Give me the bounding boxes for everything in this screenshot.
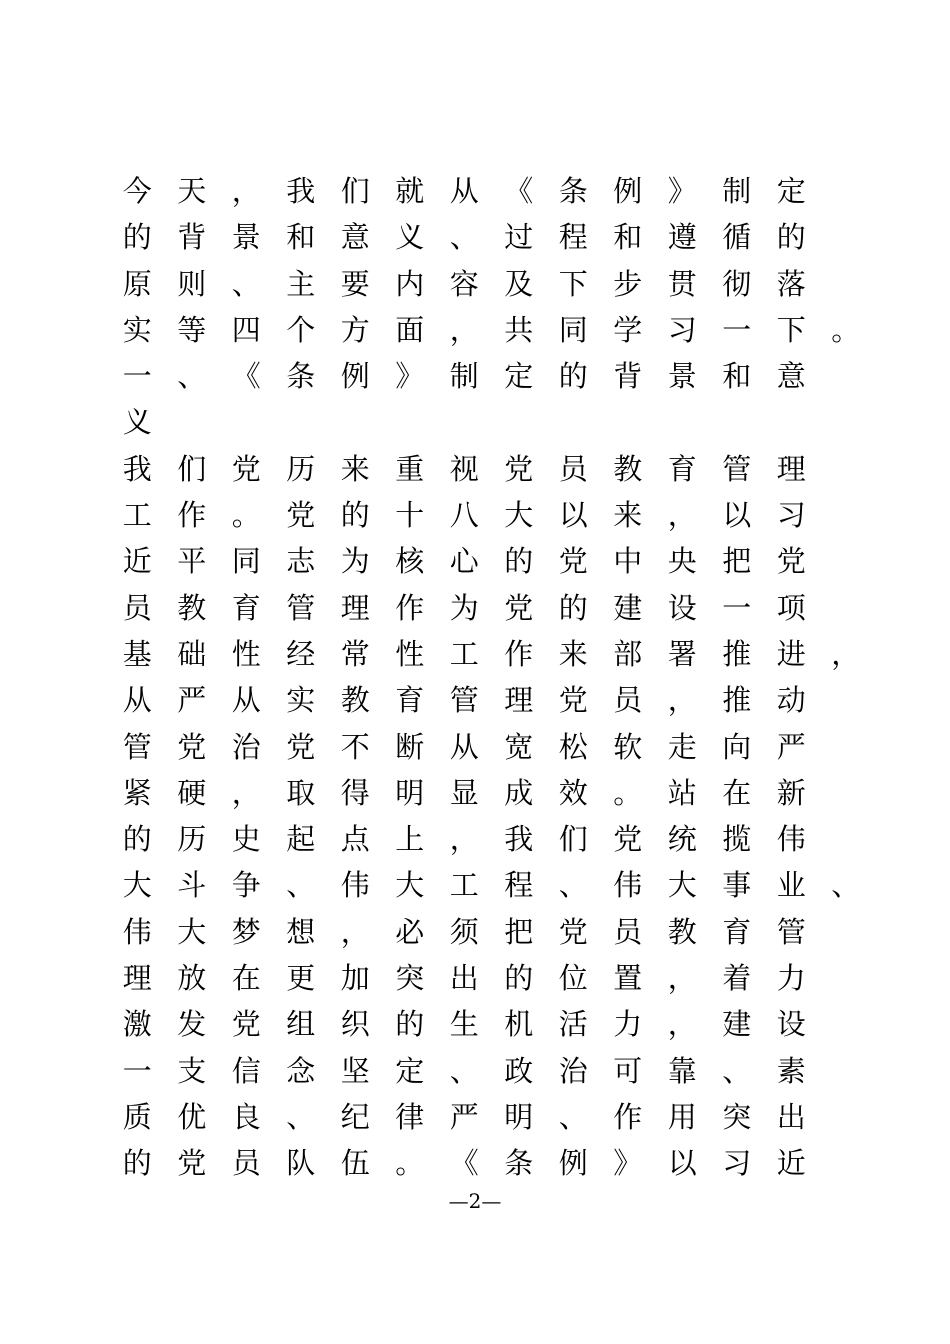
text-line: 的 党 员 队 伍 。 《 条 例 》 以 习 近 [122, 1146, 806, 1181]
text-line: 从 严 从 实 教 育 管 理 党 员 ， 推 动 [122, 683, 806, 718]
text-line: 原 则 、 主 要 内 容 及 下 步 贯 彻 落 [122, 266, 806, 301]
text-line: 一 、 《 条 例 》 制 定 的 背 景 和 意 [122, 359, 806, 394]
text-line: 今 天 ， 我 们 就 从 《 条 例 》 制 定 [122, 174, 806, 208]
text-line: 工 作 。 党 的 十 八 大 以 来 ， 以 习 [122, 498, 806, 533]
text-line: 我 们 党 历 来 重 视 党 员 教 育 管 理 [122, 451, 806, 486]
body-text [110, 168, 870, 1187]
text-line: 一 支 信 念 坚 定 、 政 治 可 靠 、 素 [122, 1053, 806, 1088]
text-line: 基 础 性 经 常 性 工 作 来 部 署 推 进 ， [122, 636, 861, 671]
text-line: 管 党 治 党 不 断 从 宽 松 软 走 向 严 [122, 729, 806, 764]
text-line: 近 平 同 志 为 核 心 的 党 中 央 把 党 [122, 544, 806, 579]
text-line: 紧 硬 ， 取 得 明 显 成 效 。 站 在 新 [122, 775, 806, 810]
text-line: 实 等 四 个 方 面 ， 共 同 学 习 一 下 。 [122, 312, 861, 347]
text-line: 伟 大 梦 想 ， 必 须 把 党 员 教 育 管 [122, 914, 806, 949]
text-line: 激 发 党 组 织 的 生 机 活 力 ， 建 设 [122, 1007, 806, 1042]
page-number: —2— [448, 1189, 502, 1213]
text-line: 质 优 良 、 纪 律 严 明 、 作 用 突 出 [122, 1099, 806, 1134]
text-line: 的 历 史 起 点 上 ， 我 们 党 统 揽 伟 [122, 822, 806, 857]
text-line: 义 [122, 405, 152, 440]
text-line: 大 斗 争 、 伟 大 工 程 、 伟 大 事 业 、 [122, 868, 861, 903]
text-line: 的 背 景 和 意 义 、 过 程 和 遵 循 的 [122, 220, 806, 255]
text-line: 员 教 育 管 理 作 为 党 的 建 设 一 项 [122, 590, 806, 625]
text-line: 理 放 在 更 加 突 出 的 位 置 ， 着 力 [122, 961, 806, 996]
